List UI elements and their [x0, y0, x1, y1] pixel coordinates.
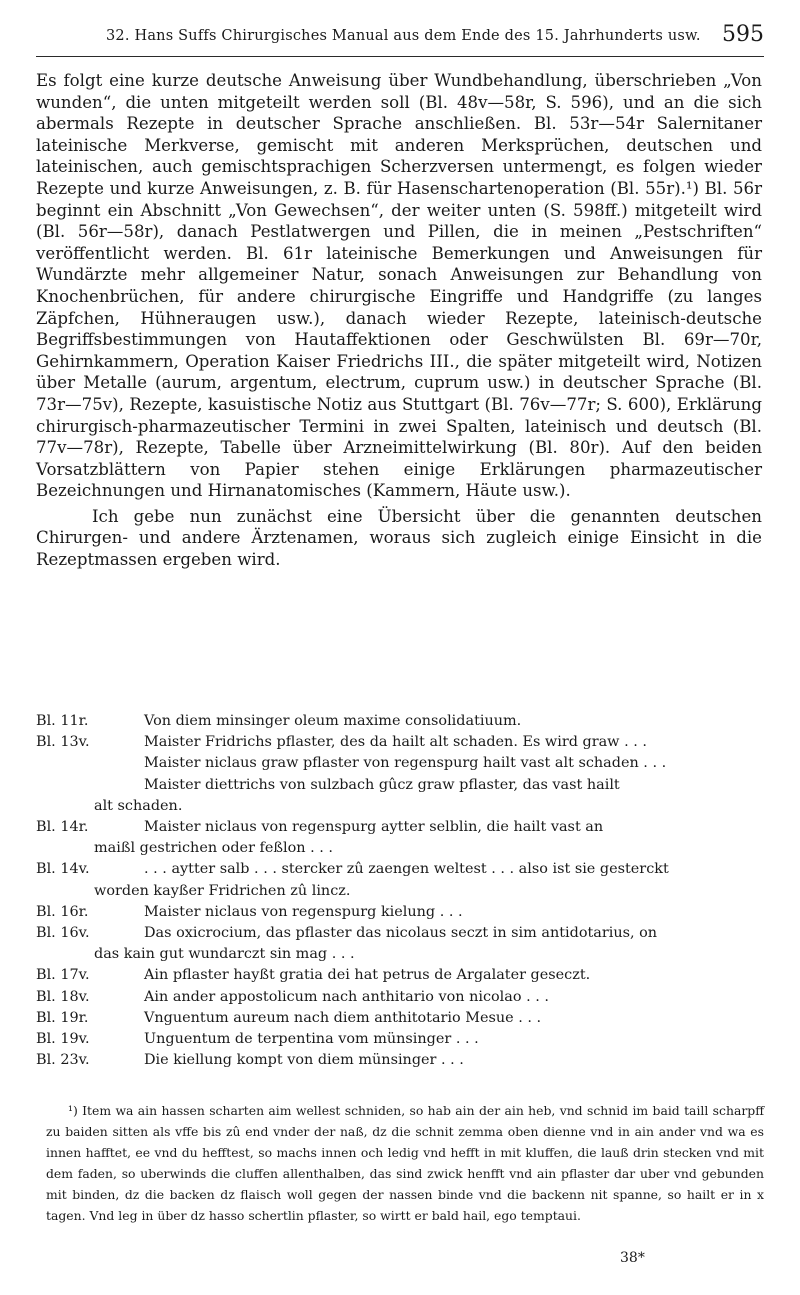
list-item [36, 817, 764, 859]
entry-text: Unguentum de terpentina vom münsinger . . . [144, 1031, 479, 1048]
folio-reference: Bl. 14r. [36, 819, 89, 836]
list-item [36, 711, 764, 732]
signature-mark: 38* [620, 1250, 645, 1266]
folio-reference: Bl. 23v. [36, 1052, 90, 1069]
folio-reference: Bl. 19r. [36, 1009, 89, 1026]
entry-continuation: alt schaden. [94, 797, 183, 814]
list-item [36, 1029, 764, 1050]
entry-text: Das oxicrocium, das pflaster das nicolaus seczt in sim antidotarius, on [144, 925, 658, 942]
list-item [36, 1050, 764, 1071]
folio-reference: Bl. 11r. [36, 713, 89, 729]
entry-text: Maister niclaus von regenspurg kielung . . . [144, 903, 463, 920]
list-item [36, 923, 764, 965]
entry-list [36, 711, 764, 1071]
entry-continuation: maißl gestrichen oder feßlon . . . [94, 840, 333, 857]
folio-reference: Bl. 14v. [36, 861, 90, 878]
folio-reference: Bl. 16r. [36, 903, 89, 920]
footnote-section [46, 1100, 764, 1226]
list-item [36, 732, 764, 753]
list-item [36, 753, 764, 774]
running-title: 32. Hans Suffs Chirurgisches Manual aus dem Ende des 15. Jahrhunderts usw. [106, 28, 701, 44]
entry-text: Von diem minsinger oleum maxime consolidatiuum. [144, 713, 522, 729]
footnote-1: ¹) Item wa ain hassen scharten aim wellest schniden, so hab ain der ain heb, vnd schnid im baid taill scharpff zu baiden sitten als vffe bis zû end vnder der naß, dz die schnit zemma oben dienne vnd in ain ander vnd wa es innen hafftet, ee vnd du hefftest, so machs innen och ledig vnd hefft in mit kluffen, die lauß drin stecken vnd mit dem faden, so uberwinds die cluffen allenthalben, das sind zwick henfft vnd ain pflaster dar uber vnd gebunden mit binden, dz die backen dz flaisch woll gegen der nassen binde vnd die backenn nit spanne, so hailt er in x tagen. Vnd leg in über dz hasso schertlin pflaster, so wirtt er bald hail, ego temptaui. [46, 1103, 764, 1223]
page-number: 595 [722, 22, 764, 47]
entry-continuation: worden kayßer Fridrichen zû lincz. [94, 882, 351, 899]
entry-text: . . . aytter salb . . . stercker zû zaengen weltest . . . also ist sie gesterckt [144, 861, 669, 878]
folio-reference: Bl. 17v. [36, 967, 90, 984]
page-header [36, 22, 764, 57]
entry-continuation: das kain gut wundarczt sin mag . . . [94, 946, 355, 963]
entry-text: Maister diettrichs von sulzbach gûcz graw pflaster, das vast hailt [144, 776, 620, 793]
folio-reference: Bl. 18v. [36, 988, 90, 1005]
main-text [36, 70, 762, 571]
list-item [36, 965, 764, 986]
entry-text: Die kiellung kompt von diem münsinger . . . [144, 1052, 464, 1069]
paragraph-1: Es folgt eine kurze deutsche Anweisung über Wundbehandlung, überschrieben „Von wunden“, die unten mitgeteilt werden soll (Bl. 48v—58r, S. 596), und an die sich abermals Rezepte in deutscher Sprache anschließen. Bl. 53r—54r Salernitaner lateinische Merkverse, gemischt mit anderen Merksprüchen, deutschen und lateinischen, auch gemischtsprachigen Scherzversen untermengt, es folgen wieder Rezepte und kurze Anweisungen, z. B. für Hasenschartenoperation (Bl. 55r).¹) Bl. 56r beginnt ein Abschnitt „Von Gewechsen“, der weiter unten (S. 598ff.) mitgeteilt wird (Bl. 56r—58r), danach Pestlatwergen und Pillen, die in meinen „Pestschriften“ veröffentlicht werden. Bl. 61r lateinische Bemerkungen und Anweisungen für Wundärzte mehr allgemeiner Natur, sonach Anweisungen zur Behandlung von Knochenbrüchen, für andere chirurgische Eingriffe und Handgriffe (zu langes Zäpfchen, Hühneraugen usw.), danach wieder Rezepte, lateinisch-deutsche Begriffsbestimmungen von Hautaffektionen oder Geschwülsten Bl. 69r—70r, Gehirnkammern, Operation Kaiser Friedrichs III., die später mitgeteilt wird, Notizen über Metalle (aurum, argentum, electrum, cuprum usw.) in deutscher Sprache (Bl. 73r—75v), Rezepte, kasuistische Notiz aus Stuttgart (Bl. 76v—77r; S. 600), Erklärung chirurgisch-pharmazeutischer Termini in zwei Spalten, lateinisch und deutsch (Bl. 77v—78r), Rezepte, Tabelle über Arzneimittelwirkung (Bl. 80r). Auf den beiden Vorsatzblättern von Papier stehen einige Erklärungen pharmazeutischer Bezeichnungen und Hirnanatomisches (Kammern, Häute usw.). [36, 71, 762, 501]
list-item [36, 987, 764, 1008]
list-item [36, 859, 764, 901]
folio-reference: Bl. 16v. [36, 925, 90, 942]
folio-reference: Bl. 19v. [36, 1031, 90, 1048]
folio-reference: Bl. 13v. [36, 734, 90, 751]
list-item [36, 902, 764, 923]
entry-text: Maister Fridrichs pflaster, des da hailt alt schaden. Es wird graw . . . [144, 734, 647, 751]
paragraph-2: Ich gebe nun zunächst eine Übersicht über die genannten deutschen Chirurgen- und andere Ärztenamen, woraus sich zugleich einige Einsicht in die Rezeptmassen ergeben wird. [36, 506, 762, 570]
entry-text: Vnguentum aureum nach diem anthitotario Mesue . . . [144, 1009, 542, 1026]
list-item [36, 775, 764, 817]
list-item [36, 1008, 764, 1029]
entry-text: Maister niclaus graw pflaster von regenspurg hailt vast alt schaden . . . [144, 755, 667, 772]
entry-text: Ain pflaster hayßt gratia dei hat petrus de Argalater geseczt. [144, 967, 591, 984]
entry-text: Maister niclaus von regenspurg aytter selblin, die hailt vast an [144, 819, 604, 836]
entry-text: Ain ander appostolicum nach anthitario von nicolao . . . [144, 988, 549, 1005]
